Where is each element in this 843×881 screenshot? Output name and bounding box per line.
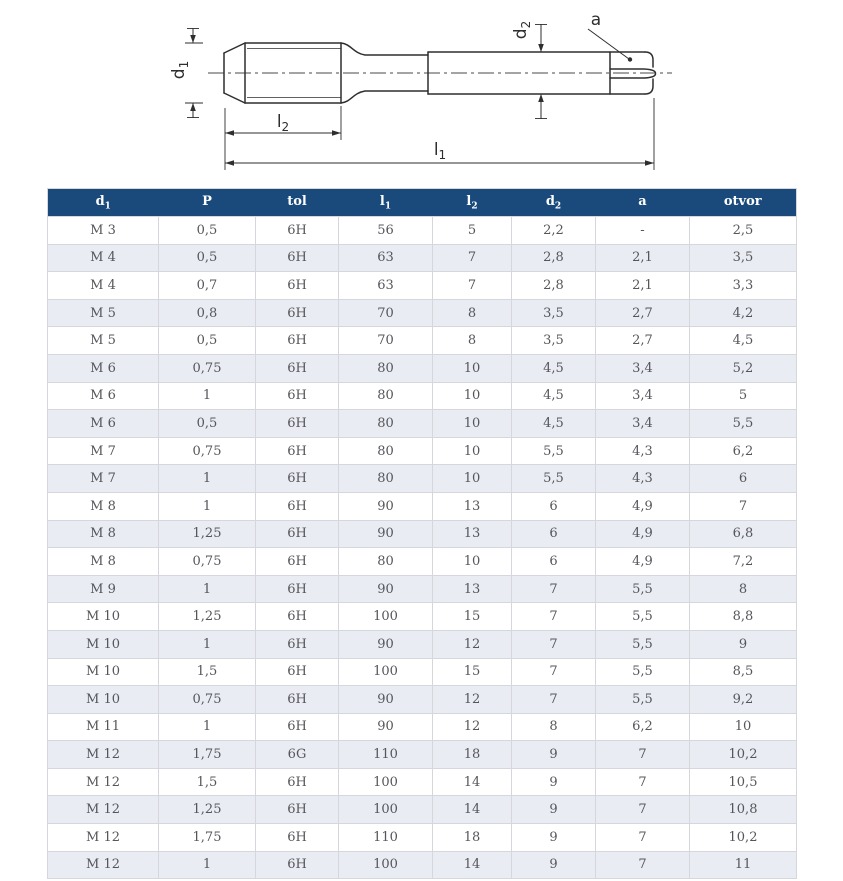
table-cell: 0,75 [159,686,256,714]
table-row [48,410,797,438]
table-cell: 7 [596,796,690,824]
table-cell: 1,5 [159,658,256,686]
table-cell: 100 [339,768,433,796]
table-cell: 7 [596,741,690,769]
table-cell: 15 [433,658,512,686]
table-cell: M 8 [48,492,159,520]
table-cell: 80 [339,465,433,493]
table-cell: M 6 [48,354,159,382]
table-cell: 5,5 [596,686,690,714]
table-cell: 0,7 [159,272,256,300]
table-cell: 6H [256,520,339,548]
table-cell: 10 [433,354,512,382]
table-cell: 9,2 [690,686,797,714]
table-cell: 15 [433,603,512,631]
table-cell: 63 [339,272,433,300]
table-cell: 3,4 [596,382,690,410]
table-cell: 11 [690,851,797,879]
table-cell: 6 [512,520,596,548]
tap-technical-drawing [0,0,843,186]
table-cell: 90 [339,492,433,520]
table-cell: M 7 [48,437,159,465]
table-row [48,382,797,410]
table-row [48,768,797,796]
table-cell: 90 [339,630,433,658]
table-cell: M 3 [48,217,159,245]
table-row [48,824,797,852]
table-cell: 7 [433,244,512,272]
table-cell: 0,8 [159,299,256,327]
table-cell: 90 [339,686,433,714]
table-row [48,244,797,272]
table-cell: 9 [512,851,596,879]
table-cell: 110 [339,824,433,852]
dim-label-d1: $d_1$ [169,60,191,80]
table-row [48,437,797,465]
table-cell: 1,25 [159,603,256,631]
table-cell: M 4 [48,244,159,272]
table-cell: 6H [256,217,339,245]
table-cell: 10 [690,713,797,741]
table-cell: 5,5 [596,630,690,658]
table-cell: 6H [256,272,339,300]
table-cell: 9 [512,741,596,769]
table-cell: 5,5 [690,410,797,438]
table-cell: 8 [433,299,512,327]
column-header-l1: $l_1$ [339,189,433,217]
table-cell: M 6 [48,410,159,438]
table-cell: 1,75 [159,824,256,852]
table-row [48,603,797,631]
table-cell: 6H [256,824,339,852]
header-row [48,189,797,217]
dim-label-d2: $d_2$ [511,20,533,40]
table-cell: 13 [433,492,512,520]
table-body [48,217,797,879]
table-cell: M 7 [48,465,159,493]
table-cell: M 12 [48,796,159,824]
table-cell: 6H [256,768,339,796]
table-cell: 90 [339,520,433,548]
table-cell: M 10 [48,686,159,714]
table-cell: 14 [433,796,512,824]
table-cell: 6H [256,299,339,327]
table-row [48,272,797,300]
table-cell: 12 [433,686,512,714]
table-row [48,548,797,576]
table-row [48,299,797,327]
table-row [48,741,797,769]
table-cell: 63 [339,244,433,272]
table-cell: 80 [339,548,433,576]
table-cell: 0,5 [159,244,256,272]
table-cell: 5,5 [512,465,596,493]
table-cell: 6H [256,713,339,741]
table-cell: M 5 [48,299,159,327]
table-cell: M 11 [48,713,159,741]
table-cell: 9 [690,630,797,658]
table-row [48,520,797,548]
table-cell: 6,8 [690,520,797,548]
table-cell: 6H [256,382,339,410]
table-cell: 6H [256,492,339,520]
table-cell: M 12 [48,741,159,769]
table-cell: 5 [433,217,512,245]
table-cell: 100 [339,658,433,686]
dimension-l2 [225,106,341,170]
table-cell: 3,4 [596,354,690,382]
table-cell: 13 [433,520,512,548]
table-row [48,217,797,245]
table-cell: 7 [512,603,596,631]
table-cell: 12 [433,713,512,741]
table-cell: 8 [690,575,797,603]
dim-label-l1: $l_1$ [433,140,447,162]
column-header-otvor: otvor [690,189,797,217]
table-header [48,189,797,217]
table-cell: 6 [690,465,797,493]
table-cell: 0,5 [159,410,256,438]
table-cell: 1 [159,713,256,741]
table-cell: 6H [256,548,339,576]
table-cell: - [596,217,690,245]
table-cell: 0,75 [159,437,256,465]
table-cell: 110 [339,741,433,769]
table-cell: 6H [256,686,339,714]
table-row [48,658,797,686]
table-cell: 7,2 [690,548,797,576]
table-cell: 10,2 [690,741,797,769]
table-cell: 8,5 [690,658,797,686]
table-cell: 3,5 [690,244,797,272]
table-cell: 7 [596,768,690,796]
table-cell: 0,75 [159,354,256,382]
table-cell: 6H [256,327,339,355]
table-cell: 10 [433,382,512,410]
table-row [48,327,797,355]
table-cell: 4,9 [596,492,690,520]
table-cell: 8,8 [690,603,797,631]
dimension-d2 [535,24,547,119]
table-row [48,796,797,824]
table-cell: 70 [339,327,433,355]
table-cell: 6H [256,603,339,631]
table-cell: 6 [512,492,596,520]
table-cell: 6,2 [596,713,690,741]
table-cell: 100 [339,796,433,824]
table-cell: 6H [256,465,339,493]
tap-drawing-svg [0,0,843,186]
table-cell: 6 [512,548,596,576]
column-header-l2: $l_2$ [433,189,512,217]
table-cell: 18 [433,824,512,852]
table-cell: M 9 [48,575,159,603]
table-cell: 10,2 [690,824,797,852]
column-header-a: a [596,189,690,217]
table-cell: M 5 [48,327,159,355]
tap-spec-table [47,188,797,879]
table-cell: 6,2 [690,437,797,465]
table-row [48,630,797,658]
table-cell: 3,3 [690,272,797,300]
table-cell: 2,1 [596,244,690,272]
table-cell: 5,5 [596,575,690,603]
table-cell: 5 [690,382,797,410]
column-header-p: P [159,189,256,217]
table-cell: 4,3 [596,437,690,465]
table-cell: 5,5 [596,603,690,631]
table-cell: 7 [512,686,596,714]
table-cell: 1 [159,575,256,603]
table-cell: 6H [256,244,339,272]
table-cell: 7 [596,851,690,879]
table-cell: 0,75 [159,548,256,576]
table-cell: 3,5 [512,327,596,355]
table-row [48,575,797,603]
table-cell: 7 [596,824,690,852]
table-cell: 1,25 [159,796,256,824]
table-cell: 3,5 [512,299,596,327]
table-cell: 80 [339,437,433,465]
table-cell: 56 [339,217,433,245]
table-cell: 12 [433,630,512,658]
dim-label-l2: $l_2$ [276,112,290,134]
table-cell: 6H [256,410,339,438]
table-cell: 13 [433,575,512,603]
table-cell: 14 [433,768,512,796]
table-cell: 6H [256,630,339,658]
table-row [48,465,797,493]
table-cell: 2,1 [596,272,690,300]
table-cell: M 8 [48,520,159,548]
table-cell: 10,5 [690,768,797,796]
table-cell: M 10 [48,630,159,658]
table-cell: 6G [256,741,339,769]
table-cell: 2,8 [512,244,596,272]
dim-label-a: a [590,10,602,30]
table-cell: 2,8 [512,272,596,300]
table-cell: 6H [256,575,339,603]
table-cell: 3,4 [596,410,690,438]
table-cell: 1,5 [159,768,256,796]
table-cell: 4,9 [596,548,690,576]
table-cell: 1 [159,492,256,520]
table-cell: 1 [159,465,256,493]
table-cell: 9 [512,768,596,796]
table-cell: 1,75 [159,741,256,769]
table-cell: 6H [256,796,339,824]
table-row [48,492,797,520]
table-cell: M 10 [48,658,159,686]
table-cell: 2,2 [512,217,596,245]
table-cell: 6H [256,354,339,382]
table-cell: 4,2 [690,299,797,327]
table-cell: 14 [433,851,512,879]
table-row [48,713,797,741]
table-cell: 8 [433,327,512,355]
table-cell: M 10 [48,603,159,631]
table-cell: 2,7 [596,299,690,327]
table-cell: 7 [690,492,797,520]
table-cell: M 12 [48,851,159,879]
table-cell: 10,8 [690,796,797,824]
table-cell: 1 [159,382,256,410]
table-cell: 4,9 [596,520,690,548]
table-cell: 9 [512,796,596,824]
table-cell: 5,5 [512,437,596,465]
table-cell: M 12 [48,824,159,852]
table-cell: 90 [339,575,433,603]
table-row [48,686,797,714]
table-cell: 10 [433,465,512,493]
table-cell: 100 [339,851,433,879]
table-cell: M 4 [48,272,159,300]
table-cell: 2,7 [596,327,690,355]
table-cell: 4,5 [512,382,596,410]
table-cell: 2,5 [690,217,797,245]
table-cell: 10 [433,410,512,438]
table-cell: 1 [159,851,256,879]
table-cell: 6H [256,658,339,686]
table-cell: 1 [159,630,256,658]
column-header-tol: tol [256,189,339,217]
column-header-d2: $d_2$ [512,189,596,217]
table-cell: 10 [433,437,512,465]
table-cell: 90 [339,713,433,741]
column-header-d1: $d_1$ [48,189,159,217]
table-cell: 5,5 [596,658,690,686]
table-cell: 4,5 [512,354,596,382]
table-cell: 6H [256,437,339,465]
table-cell: 18 [433,741,512,769]
table-cell: 80 [339,382,433,410]
table-cell: 8 [512,713,596,741]
table-row [48,851,797,879]
table-cell: 10 [433,548,512,576]
table-cell: 0,5 [159,217,256,245]
table-cell: M 12 [48,768,159,796]
table-cell: 6H [256,851,339,879]
table-cell: 4,3 [596,465,690,493]
table-cell: 0,5 [159,327,256,355]
table-cell: 7 [512,658,596,686]
table-cell: M 8 [48,548,159,576]
table-cell: 7 [512,575,596,603]
table-cell: M 6 [48,382,159,410]
table-cell: 80 [339,354,433,382]
table-row [48,354,797,382]
table-cell: 70 [339,299,433,327]
table-cell: 4,5 [690,327,797,355]
table-cell: 80 [339,410,433,438]
table-cell: 4,5 [512,410,596,438]
table-cell: 9 [512,824,596,852]
table-cell: 7 [433,272,512,300]
table-cell: 100 [339,603,433,631]
table-cell: 7 [512,630,596,658]
table-cell: 5,2 [690,354,797,382]
table-cell: 1,25 [159,520,256,548]
